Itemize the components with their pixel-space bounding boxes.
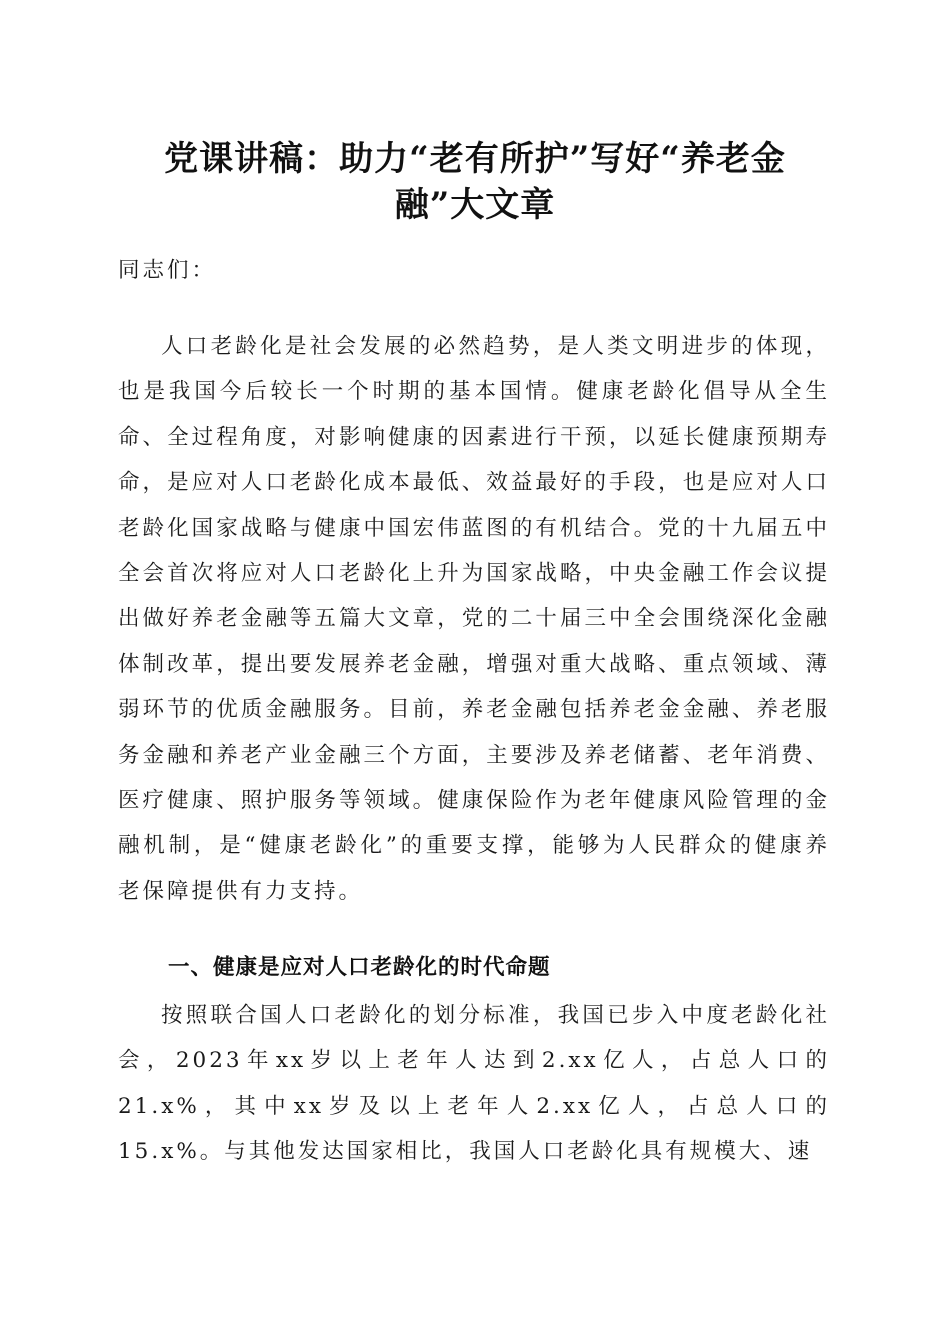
document-title xyxy=(110,136,840,228)
title-line-1: 党课讲稿：助力“老有所护”写好“养老金 xyxy=(164,139,786,179)
section-heading-1: 一、健康是应对人口老龄化的时代命题 xyxy=(168,955,551,980)
paragraph-1: 人口老龄化是社会发展的必然趋势，是人类文明进步的体现，也是我国今后较长一个时期的基本国情。健康老龄化倡导从全生命、全过程角度，对影响健康的因素进行干预，以延长健康预期寿命，是应对人口老龄化成本最低、效益最好的手段，也是应对人口老龄化国家战略与健康中国宏伟蓝图的有机结合。党的十九届五中全会首次将应对人口老龄化上升为国家战略，中央金融工作会议提出做好养老金融等五篇大文章，党的二十届三中全会围绕深化金融体制改革，提出要发展养老金融，增强对重大战略、重点领域、薄弱环节的优质金融服务。目前，养老金融包括养老金金融、养老服务金融和养老产业金融三个方面，主要涉及养老储蓄、老年消费、医疗健康、照护服务等领域。健康保险作为老年健康风险管理的金融机制，是“健康老龄化”的重要支撑，能够为人民群众的健康养老保障提供有力支持。 xyxy=(118,334,830,904)
paragraph-2: 按照联合国人口老龄化的划分标准，我国已步入中度老龄化社会，2023年xx岁以上老年人达到2.xx亿人，占总人口的21.x%，其中xx岁及以上老年人2.xx亿人，占总人口的15.x%。与其他发达国家相比，我国人口老龄化具有规模大、速 xyxy=(118,1003,830,1165)
title-line-2: 融”大文章 xyxy=(394,185,556,225)
greeting: 同志们： xyxy=(118,258,217,283)
